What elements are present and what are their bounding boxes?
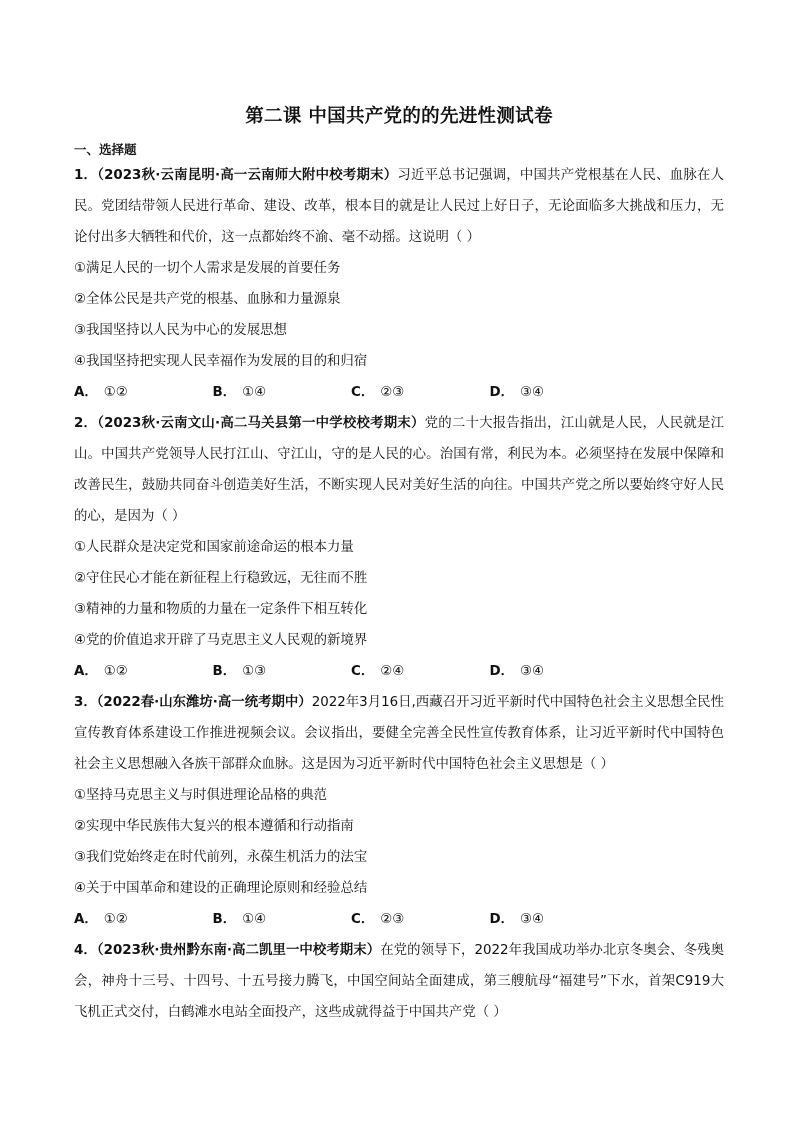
question-number: 2． bbox=[74, 416, 98, 431]
option-a[interactable] bbox=[74, 904, 213, 935]
option-value: ②④ bbox=[380, 664, 405, 679]
question-number: 3． bbox=[74, 695, 97, 710]
option-letter: C． bbox=[351, 664, 375, 679]
option-value: ③④ bbox=[520, 385, 545, 400]
statement-4: ④我国坚持把实现人民幸福作为发展的目的和归宿 bbox=[74, 354, 368, 369]
option-letter: A． bbox=[74, 664, 98, 679]
option-value: ②③ bbox=[380, 385, 405, 400]
question-stem bbox=[74, 160, 724, 253]
option-value: ①② bbox=[103, 912, 128, 927]
option-value: ①② bbox=[103, 664, 128, 679]
question-source: （2023秋·贵州黔东南·高二凯里一中校考期末） bbox=[96, 943, 381, 958]
option-letter: D． bbox=[489, 912, 515, 927]
option-a[interactable] bbox=[74, 377, 213, 408]
option-c[interactable] bbox=[351, 904, 490, 935]
question-text: 2022年3月16日,西藏召开习近平新时代中国特色社会主义思想全民性宣传教育体系建设工作推进视频会议。会议指出，要健全完善全民性宣传教育体系，让习近平新时代中国特色社会主义思想融入各族干部群众血脉。这是因为习近平新时代中国特色社会主义思想是（ ） bbox=[74, 695, 724, 772]
question-1 bbox=[74, 160, 724, 408]
question-stem bbox=[74, 408, 724, 532]
option-letter: A． bbox=[74, 912, 98, 927]
option-value: ②③ bbox=[380, 912, 405, 927]
option-c[interactable] bbox=[351, 377, 490, 408]
statement-3: ③我国坚持以人民为中心的发展思想 bbox=[74, 323, 287, 338]
answer-options bbox=[74, 377, 724, 408]
option-value: ①④ bbox=[242, 912, 267, 927]
option-value: ③④ bbox=[520, 664, 545, 679]
question-source: （2023秋·云南文山·高二马关县第一中学校校考期末） bbox=[97, 416, 425, 431]
option-value: ①② bbox=[103, 385, 128, 400]
statement-1: ①满足人民的一切个人需求是发展的首要任务 bbox=[74, 261, 341, 276]
answer-options bbox=[74, 904, 724, 935]
option-value: ①③ bbox=[242, 664, 267, 679]
question-4 bbox=[74, 935, 724, 1028]
question-text: 党的二十大报告指出，江山就是人民，人民就是江山。中国共产党领导人民打江山、守江山，守的是人民的心。治国有常，利民为本。必须坚持在发展中保障和改善民生，鼓励共同奋斗创造美好生活，不断实现人民对美好生活的向往。中国共产党之所以要始终守好人民的心，是因为（ ） bbox=[74, 416, 724, 524]
option-value: ①④ bbox=[242, 385, 267, 400]
question-text: 习近平总书记强调，中国共产党根基在人民、血脉在人民。党团结带领人民进行革命、建设、改革，根本目的就是让人民过上好日子，无论面临多大挑战和压力，无论付出多大牺牲和代价，这一点都始终不渝、毫不动摇。这说明（ ） bbox=[74, 168, 724, 245]
question-source: （2023秋·云南昆明·高一云南师大附中校考期末） bbox=[97, 168, 398, 183]
option-letter: B． bbox=[212, 664, 237, 679]
section-heading: 一、选择题 bbox=[74, 142, 137, 157]
statement-1: ①坚持马克思主义与时俱进理论品格的典范 bbox=[74, 788, 328, 803]
statement-2: ②守住民心才能在新征程上行稳致远，无往而不胜 bbox=[74, 571, 368, 586]
option-letter: B． bbox=[212, 385, 237, 400]
question-stem bbox=[74, 935, 724, 1028]
option-letter: A． bbox=[74, 385, 98, 400]
answer-options bbox=[74, 656, 724, 687]
option-letter: B． bbox=[212, 912, 237, 927]
option-c[interactable] bbox=[351, 656, 490, 687]
question-text: 在党的领导下，2022年我国成功举办北京冬奥会、冬残奥会，神舟十三号、十四号、十五号接力腾飞，中国空间站全面建成，第三艘航母“福建号”下水，首架C919大飞机正式交付，白鹤滩水电站全面投产，这些成就得益于中国共产党（ ） bbox=[74, 943, 724, 1020]
option-b[interactable] bbox=[213, 377, 352, 408]
option-letter: C． bbox=[351, 912, 375, 927]
question-2 bbox=[74, 408, 724, 687]
option-letter: D． bbox=[489, 664, 515, 679]
option-b[interactable] bbox=[213, 904, 352, 935]
document-title: 第二课 中国共产党的的先进性测试卷 bbox=[245, 106, 553, 127]
option-a[interactable] bbox=[74, 656, 213, 687]
option-d[interactable] bbox=[490, 656, 629, 687]
question-3 bbox=[74, 687, 724, 935]
statement-1: ①人民群众是决定党和国家前途命运的根本力量 bbox=[74, 540, 354, 555]
question-stem bbox=[74, 687, 724, 780]
question-source: （2022春·山东潍坊·高一统考期中） bbox=[96, 695, 312, 710]
option-d[interactable] bbox=[490, 904, 629, 935]
option-letter: C． bbox=[351, 385, 375, 400]
option-d[interactable] bbox=[490, 377, 629, 408]
statement-4: ④关于中国革命和建设的正确理论原则和经验总结 bbox=[74, 881, 368, 896]
option-value: ③④ bbox=[520, 912, 545, 927]
statement-4: ④党的价值追求开辟了马克思主义人民观的新境界 bbox=[74, 633, 368, 648]
statement-3: ③我们党始终走在时代前列，永葆生机活力的法宝 bbox=[74, 850, 368, 865]
question-number: 1． bbox=[74, 168, 98, 183]
statement-2: ②实现中华民族伟大复兴的根本遵循和行动指南 bbox=[74, 819, 354, 834]
statement-3: ③精神的力量和物质的力量在一定条件下相互转化 bbox=[74, 602, 368, 617]
statement-2: ②全体公民是共产党的根基、血脉和力量源泉 bbox=[74, 292, 341, 307]
option-b[interactable] bbox=[213, 656, 352, 687]
question-number: 4． bbox=[74, 943, 97, 958]
option-letter: D． bbox=[489, 385, 515, 400]
